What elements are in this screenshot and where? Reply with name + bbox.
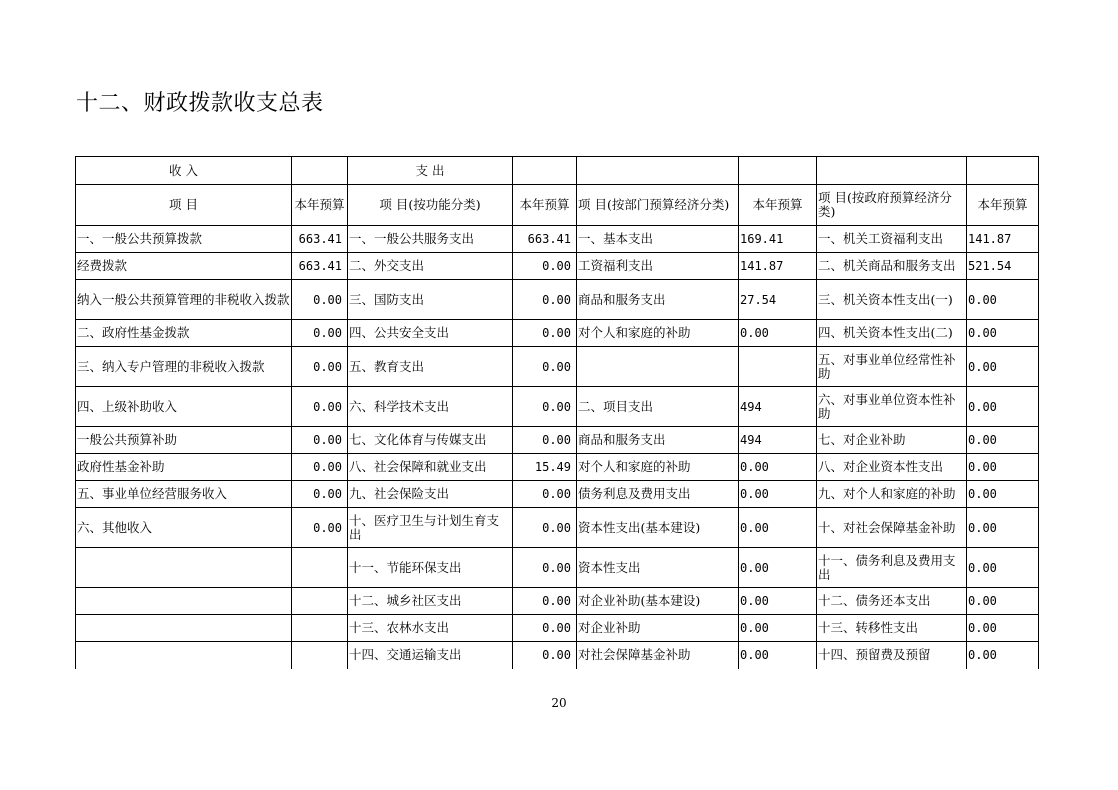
table-row (76, 387, 1039, 427)
gov-item-cell: 十一、债务利息及费用支出 (817, 548, 967, 588)
income-item-cell: 一般公共预算补助 (76, 427, 292, 454)
dept-budget-cell: 494 (739, 387, 817, 427)
income-budget-cell: 0.00 (292, 387, 348, 427)
page-title: 十二、财政拨款收支总表 (76, 91, 324, 116)
gov-budget-cell: 0.00 (967, 347, 1039, 387)
dept-budget-cell: 494 (739, 427, 817, 454)
empty-header-cell (967, 157, 1039, 185)
dept-item-cell: 商品和服务支出 (577, 427, 739, 454)
dept-item-cell: 工资福利支出 (577, 253, 739, 280)
func-budget-cell: 0.00 (513, 427, 577, 454)
gov-budget-cell: 0.00 (967, 454, 1039, 481)
func-item-header: 项 目(按功能分类) (348, 185, 513, 226)
func-item-cell: 十三、农林水支出 (348, 615, 513, 642)
income-item-cell: 经费拨款 (76, 253, 292, 280)
gov-budget-cell: 0.00 (967, 508, 1039, 548)
func-budget-cell: 0.00 (513, 548, 577, 588)
income-budget-cell: 0.00 (292, 347, 348, 387)
dept-item-cell: 资本性支出 (577, 548, 739, 588)
income-item-cell: 二、政府性基金拨款 (76, 320, 292, 347)
dept-item-cell: 对个人和家庭的补助 (577, 320, 739, 347)
gov-budget-cell: 0.00 (967, 280, 1039, 320)
income-item-cell: 政府性基金补助 (76, 454, 292, 481)
dept-budget-cell: 27.54 (739, 280, 817, 320)
dept-budget-cell: 0.00 (739, 642, 817, 669)
dept-budget-cell: 169.41 (739, 226, 817, 253)
gov-item-header: 项 目(按政府预算经济分类) (817, 185, 967, 226)
gov-item-cell: 一、机关工资福利支出 (817, 226, 967, 253)
table-row (76, 320, 1039, 347)
func-budget-cell: 0.00 (513, 615, 577, 642)
empty-header-cell (817, 157, 967, 185)
gov-item-cell: 二、机关商品和服务支出 (817, 253, 967, 280)
income-budget-cell (292, 588, 348, 615)
income-budget-cell: 0.00 (292, 481, 348, 508)
budget-header: 本年预算 (292, 185, 348, 226)
gov-budget-cell: 0.00 (967, 320, 1039, 347)
dept-item-cell: 对个人和家庭的补助 (577, 454, 739, 481)
income-item-cell (76, 548, 292, 588)
table-row (76, 427, 1039, 454)
budget-header: 本年预算 (967, 185, 1039, 226)
gov-item-cell: 十、对社会保障基金补助 (817, 508, 967, 548)
dept-budget-cell: 0.00 (739, 481, 817, 508)
table-row (76, 454, 1039, 481)
table-row (76, 548, 1039, 588)
gov-budget-cell: 0.00 (967, 481, 1039, 508)
gov-budget-cell: 0.00 (967, 642, 1039, 669)
income-item-cell: 一、一般公共预算拨款 (76, 226, 292, 253)
empty-header-cell (739, 157, 817, 185)
income-budget-cell: 0.00 (292, 280, 348, 320)
table-row (76, 508, 1039, 548)
func-item-cell: 三、国防支出 (348, 280, 513, 320)
func-budget-cell: 15.49 (513, 454, 577, 481)
income-item-cell: 六、其他收入 (76, 508, 292, 548)
income-item-cell: 纳入一般公共预算管理的非税收入拨款 (76, 280, 292, 320)
budget-header: 本年预算 (513, 185, 577, 226)
gov-item-cell: 八、对企业资本性支出 (817, 454, 967, 481)
income-header: 收 入 (76, 157, 292, 185)
gov-item-cell: 七、对企业补助 (817, 427, 967, 454)
func-item-cell: 十四、交通运输支出 (348, 642, 513, 669)
gov-item-cell: 十四、预留费及预留 (817, 642, 967, 669)
dept-budget-cell: 0.00 (739, 615, 817, 642)
func-budget-cell: 0.00 (513, 387, 577, 427)
func-item-cell: 六、科学技术支出 (348, 387, 513, 427)
income-item-cell (76, 642, 292, 669)
func-item-cell: 十二、城乡社区支出 (348, 588, 513, 615)
func-budget-cell: 0.00 (513, 347, 577, 387)
dept-budget-cell: 0.00 (739, 548, 817, 588)
func-item-cell: 五、教育支出 (348, 347, 513, 387)
income-budget-cell: 0.00 (292, 454, 348, 481)
func-item-cell: 一、一般公共服务支出 (348, 226, 513, 253)
func-budget-cell: 0.00 (513, 280, 577, 320)
gov-item-cell: 三、机关资本性支出(一) (817, 280, 967, 320)
table-row (76, 642, 1039, 669)
dept-budget-cell: 0.00 (739, 454, 817, 481)
func-budget-cell: 0.00 (513, 253, 577, 280)
dept-budget-cell (739, 347, 817, 387)
gov-budget-cell: 0.00 (967, 548, 1039, 588)
gov-budget-cell: 0.00 (967, 588, 1039, 615)
gov-item-cell: 五、对事业单位经常性补助 (817, 347, 967, 387)
dept-item-cell: 二、项目支出 (577, 387, 739, 427)
table-row (76, 280, 1039, 320)
dept-item-cell (577, 347, 739, 387)
income-item-cell: 五、事业单位经营服务收入 (76, 481, 292, 508)
income-budget-cell: 0.00 (292, 427, 348, 454)
income-budget-cell: 0.00 (292, 320, 348, 347)
page-number: 20 (551, 696, 567, 710)
func-item-cell: 十一、节能环保支出 (348, 548, 513, 588)
income-item-cell: 四、上级补助收入 (76, 387, 292, 427)
income-item-cell (76, 615, 292, 642)
func-item-cell: 二、外交支出 (348, 253, 513, 280)
gov-item-cell: 六、对事业单位资本性补助 (817, 387, 967, 427)
dept-item-cell: 资本性支出(基本建设) (577, 508, 739, 548)
dept-budget-cell: 0.00 (739, 320, 817, 347)
func-item-cell: 四、公共安全支出 (348, 320, 513, 347)
dept-budget-cell: 0.00 (739, 508, 817, 548)
empty-header-cell (513, 157, 577, 185)
budget-table (75, 156, 1039, 669)
dept-item-cell: 对企业补助(基本建设) (577, 588, 739, 615)
dept-item-cell: 一、基本支出 (577, 226, 739, 253)
table-row (76, 481, 1039, 508)
gov-budget-cell: 0.00 (967, 427, 1039, 454)
dept-item-cell: 对社会保障基金补助 (577, 642, 739, 669)
func-item-cell: 十、医疗卫生与计划生育支出 (348, 508, 513, 548)
income-budget-cell (292, 615, 348, 642)
func-item-cell: 七、文化体育与传媒支出 (348, 427, 513, 454)
gov-item-cell: 十三、转移性支出 (817, 615, 967, 642)
gov-item-cell: 九、对个人和家庭的补助 (817, 481, 967, 508)
header-row-2 (76, 185, 1039, 226)
income-item-cell (76, 588, 292, 615)
income-budget-cell (292, 642, 348, 669)
dept-item-cell: 商品和服务支出 (577, 280, 739, 320)
empty-header-cell (292, 157, 348, 185)
table-row (76, 347, 1039, 387)
gov-item-cell: 十二、债务还本支出 (817, 588, 967, 615)
gov-budget-cell: 0.00 (967, 615, 1039, 642)
gov-budget-cell: 141.87 (967, 226, 1039, 253)
item-header: 项 目 (76, 185, 292, 226)
budget-header: 本年预算 (739, 185, 817, 226)
income-budget-cell: 0.00 (292, 508, 348, 548)
income-budget-cell: 663.41 (292, 226, 348, 253)
income-budget-cell (292, 548, 348, 588)
gov-budget-cell: 521.54 (967, 253, 1039, 280)
table-row (76, 253, 1039, 280)
func-item-cell: 八、社会保障和就业支出 (348, 454, 513, 481)
income-item-cell: 三、纳入专户管理的非税收入拨款 (76, 347, 292, 387)
dept-item-cell: 债务利息及费用支出 (577, 481, 739, 508)
func-budget-cell: 663.41 (513, 226, 577, 253)
dept-item-header: 项 目(按部门预算经济分类) (577, 185, 739, 226)
func-budget-cell: 0.00 (513, 588, 577, 615)
gov-item-cell: 四、机关资本性支出(二) (817, 320, 967, 347)
dept-budget-cell: 141.87 (739, 253, 817, 280)
table-row (76, 226, 1039, 253)
table-row (76, 615, 1039, 642)
func-budget-cell: 0.00 (513, 508, 577, 548)
gov-budget-cell: 0.00 (967, 387, 1039, 427)
func-budget-cell: 0.00 (513, 320, 577, 347)
func-budget-cell: 0.00 (513, 642, 577, 669)
dept-budget-cell: 0.00 (739, 588, 817, 615)
dept-item-cell: 对企业补助 (577, 615, 739, 642)
func-budget-cell: 0.00 (513, 481, 577, 508)
func-item-cell: 九、社会保险支出 (348, 481, 513, 508)
table-row (76, 588, 1039, 615)
header-row-1 (76, 157, 1039, 185)
empty-header-cell (577, 157, 739, 185)
expense-header: 支 出 (348, 157, 513, 185)
income-budget-cell: 663.41 (292, 253, 348, 280)
